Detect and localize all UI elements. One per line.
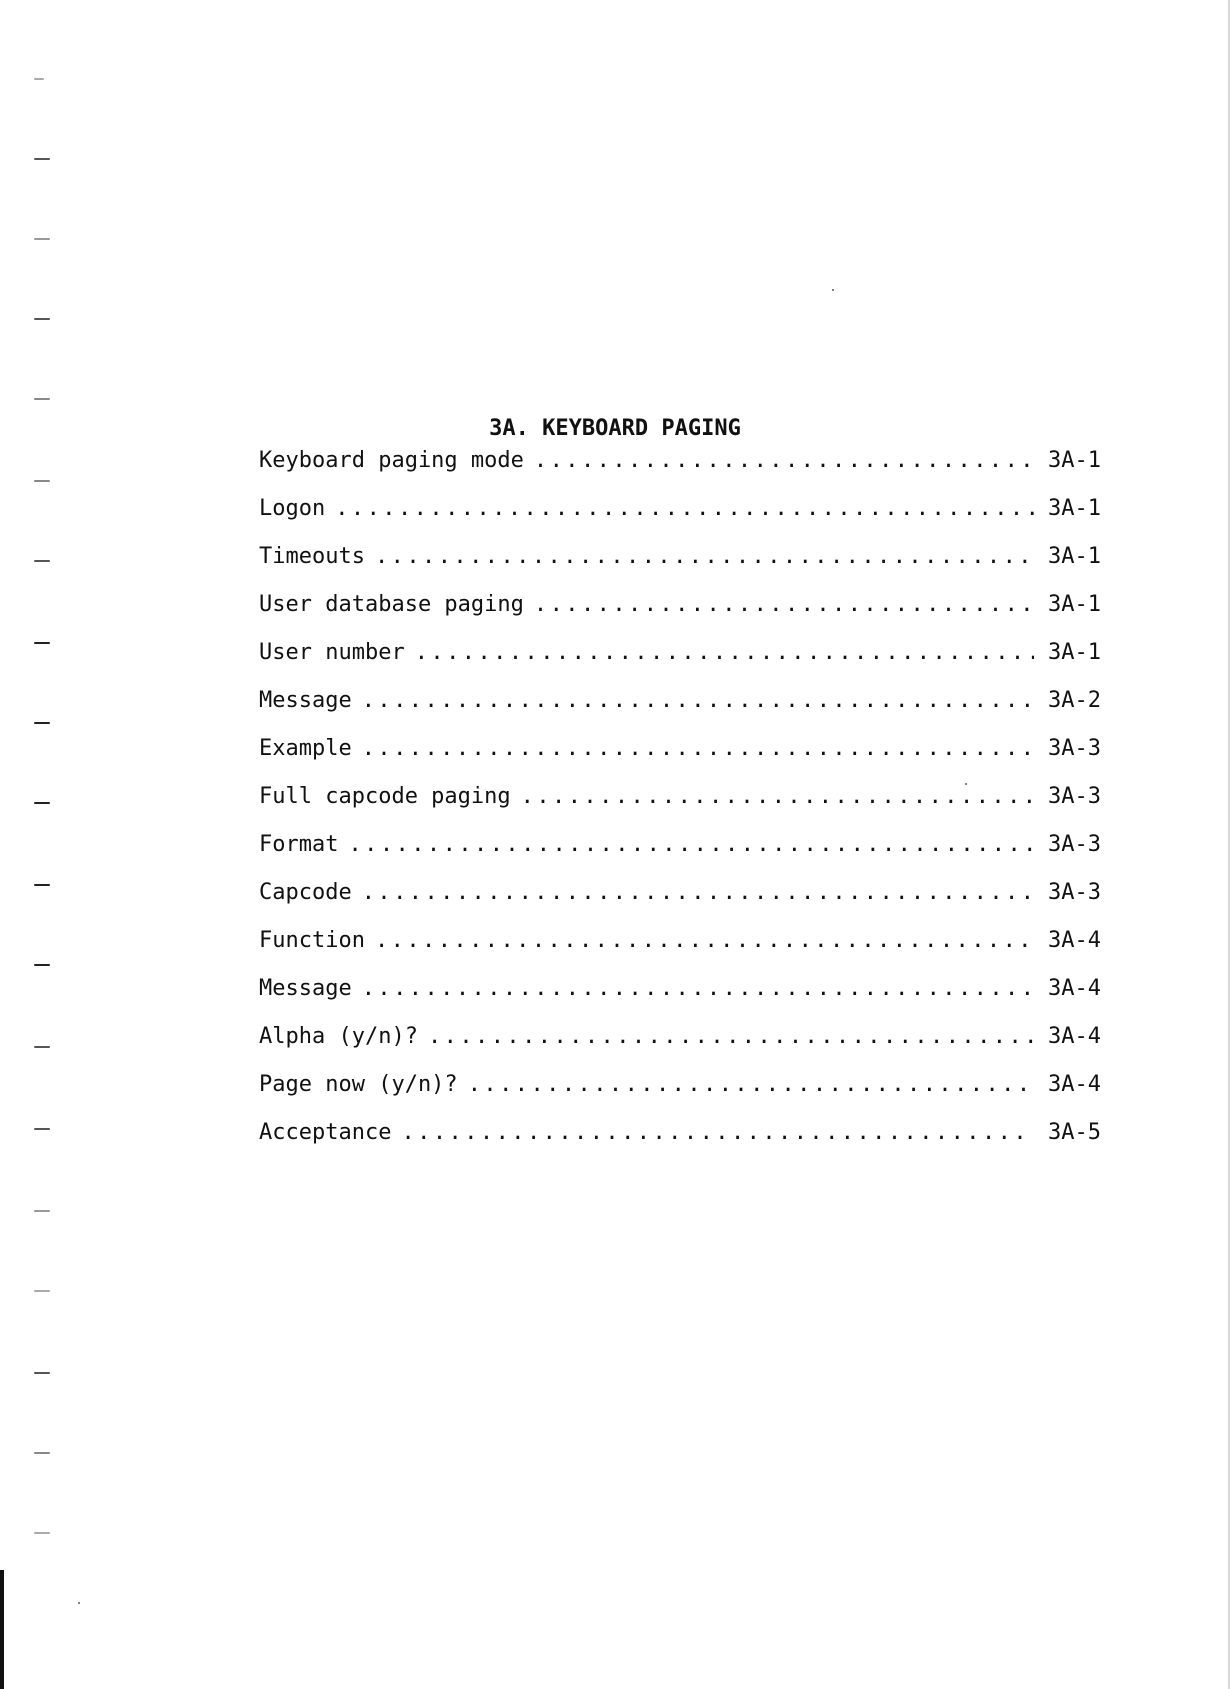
- toc-entry-label: Page now (y/n)?: [259, 1072, 458, 1097]
- toc-entry-page: 3A-1: [1048, 640, 1101, 665]
- binding-marks: [30, 0, 54, 1689]
- dot-leader: [335, 496, 1034, 522]
- toc-entry: [259, 448, 1101, 496]
- toc-entry: [259, 928, 1101, 976]
- scan-speck: [832, 289, 834, 291]
- toc-entry-label: Alpha (y/n)?: [259, 1024, 418, 1049]
- toc-entry-label: Acceptance: [259, 1120, 392, 1145]
- toc-entry-label: User database paging: [259, 592, 524, 617]
- toc-entry-label: Keyboard paging mode: [259, 448, 524, 473]
- binding-tick: [34, 238, 50, 240]
- dot-leader: [362, 688, 1034, 714]
- dot-leader: [362, 736, 1034, 762]
- toc-entry: [259, 880, 1101, 928]
- binding-tick: [34, 722, 50, 724]
- binding-tick: [34, 1210, 50, 1212]
- toc-entry: [259, 592, 1101, 640]
- toc-entry-page: 3A-3: [1048, 736, 1101, 761]
- binding-tick: [34, 642, 50, 644]
- dot-leader: [521, 784, 1034, 810]
- binding-tick: [34, 1532, 50, 1534]
- toc-entry-page: 3A-4: [1048, 1024, 1101, 1049]
- toc-entry-label: Message: [259, 976, 352, 1001]
- toc-entry: [259, 832, 1101, 880]
- toc-entry-label: Logon: [259, 496, 326, 521]
- toc-entry-page: 3A-4: [1048, 1072, 1101, 1097]
- toc-entry-page: 3A-5: [1048, 1120, 1101, 1145]
- toc-entry-page: 3A-1: [1048, 448, 1101, 473]
- toc-entry: [259, 640, 1101, 688]
- table-of-contents: [259, 448, 1101, 1168]
- toc-entry-label: Timeouts: [259, 544, 365, 569]
- dot-leader: [362, 976, 1034, 1002]
- dot-leader: [375, 544, 1034, 570]
- dot-leader: [348, 832, 1034, 858]
- toc-entry-page: 3A-1: [1048, 496, 1101, 521]
- toc-entry-label: Example: [259, 736, 352, 761]
- section-title: 3A. KEYBOARD PAGING: [489, 415, 741, 441]
- toc-entry: [259, 544, 1101, 592]
- dot-leader: [375, 928, 1034, 954]
- toc-entry-label: Format: [259, 832, 339, 857]
- toc-entry-label: Function: [259, 928, 365, 953]
- toc-entry-page: 3A-2: [1048, 688, 1101, 713]
- toc-entry: [259, 736, 1101, 784]
- binding-tick: [34, 884, 50, 886]
- binding-tick: [34, 78, 44, 80]
- toc-entry-page: 3A-1: [1048, 544, 1101, 569]
- dot-leader: [534, 448, 1034, 474]
- toc-entry-label: Full capcode paging: [259, 784, 511, 809]
- binding-tick: [34, 802, 50, 804]
- toc-entry: [259, 1072, 1101, 1120]
- binding-tick: [34, 1128, 50, 1130]
- toc-entry: [259, 976, 1101, 1024]
- toc-entry: [259, 496, 1101, 544]
- dot-leader: [362, 880, 1034, 906]
- toc-entry-page: 3A-4: [1048, 976, 1101, 1001]
- toc-entry-page: 3A-4: [1048, 928, 1101, 953]
- toc-entry-label: Capcode: [259, 880, 352, 905]
- toc-entry: [259, 1024, 1101, 1072]
- binding-tick: [34, 158, 50, 160]
- toc-entry-page: 3A-3: [1048, 832, 1101, 857]
- scan-edge-bar: [0, 1570, 4, 1689]
- binding-tick: [34, 1290, 50, 1292]
- binding-tick: [34, 480, 50, 482]
- dot-leader: [415, 640, 1034, 666]
- binding-tick: [34, 1372, 50, 1374]
- dot-leader: [468, 1072, 1034, 1098]
- toc-entry-label: User number: [259, 640, 405, 665]
- toc-entry: [259, 1120, 1101, 1168]
- toc-entry: [259, 784, 1101, 832]
- binding-tick: [34, 1046, 50, 1048]
- toc-entry-label: Message: [259, 688, 352, 713]
- binding-tick: [34, 318, 50, 320]
- dot-leader: [428, 1024, 1034, 1050]
- toc-entry-page: 3A-1: [1048, 592, 1101, 617]
- dot-leader: [534, 592, 1034, 618]
- toc-entry: [259, 688, 1101, 736]
- binding-tick: [34, 398, 50, 400]
- binding-tick: [34, 1452, 50, 1454]
- scan-speck: [78, 1602, 80, 1604]
- binding-tick: [34, 964, 50, 966]
- dot-leader: [401, 1120, 1034, 1146]
- toc-entry-page: 3A-3: [1048, 880, 1101, 905]
- binding-tick: [34, 560, 50, 562]
- toc-entry-page: 3A-3: [1048, 784, 1101, 809]
